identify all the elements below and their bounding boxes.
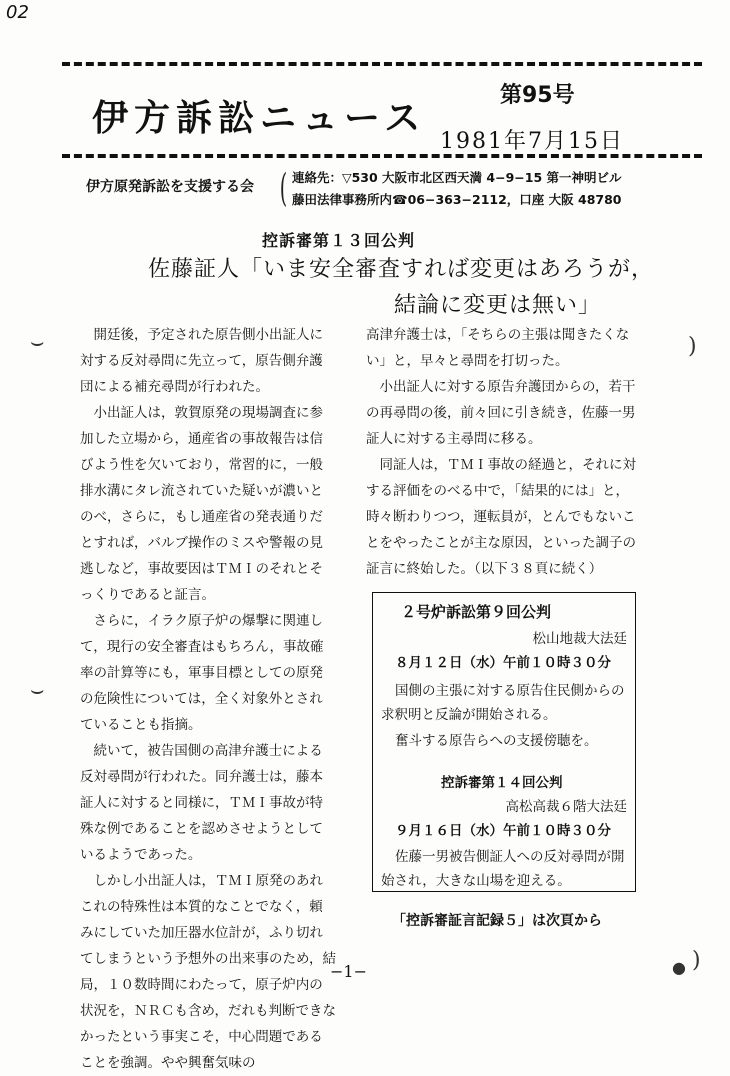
contact-brace: ( bbox=[279, 166, 288, 210]
margin-mark: ) bbox=[692, 948, 701, 973]
article-headline-2: 結論に変更は無い」 bbox=[394, 293, 602, 318]
event2-title: 控訴審第１４回公判 bbox=[441, 775, 563, 791]
ink-spot: ● bbox=[672, 958, 686, 977]
issue-number: 第95号 bbox=[500, 83, 575, 108]
header-dashed-rule bbox=[62, 154, 702, 158]
event1-desc-1: 国側の主張に対する原告住民側からの bbox=[395, 683, 625, 699]
contact-phone-account: 藤田法律事務所内☎06−363−2112，口座 大阪 48780 bbox=[292, 192, 622, 207]
top-dashed-rule bbox=[62, 62, 702, 66]
paragraph: 開廷後，予定された原告側小出証人に対する反対尋問に先立って，原告側弁護団による補充尋問が行われた。 bbox=[80, 327, 323, 395]
paragraph: 高津弁護士は，「そちらの主張は聞きたくない」と，早々と尋問を打切った。 bbox=[366, 327, 630, 369]
margin-mark: ) bbox=[688, 334, 697, 359]
paragraph: しかし小出証人は，ＴＭＩ原発のあれこれの特殊性は本質的なことでなく，頼みにしていた加圧器水位計が，ふり切れてしまうという予想外の出来事のため，結局，１０数時間にわたって，原子炉内の状況を，ＮＲＣも含め，だれも判断できなかったという事実こそ，中心問題であることを強調。やや興奮気味の bbox=[80, 873, 336, 1071]
event2-desc-1: 佐藤一男被告側証人への反対尋問が開 bbox=[395, 849, 625, 865]
event1-title: ２号炉訴訟第９回公判 bbox=[401, 603, 552, 621]
event2-desc-2: 始され，大きな山場を迎える。 bbox=[381, 873, 571, 889]
paragraph: 続いて，被告国側の高津弁護士による反対尋問が行われた。同弁護士は，藤本証人に対すると同様に，ＴＭＩ事故が特殊な例であることを認めさせようとしているようであった。 bbox=[80, 743, 323, 863]
margin-mark: ⌣ bbox=[30, 330, 45, 355]
next-page-note: 「控訴審証言記録５」は次頁から bbox=[392, 913, 602, 929]
margin-mark: ⌣ bbox=[30, 678, 45, 703]
event2-datetime: ９月１６日（水）午前１０時３０分 bbox=[395, 823, 611, 839]
page-number: −1− bbox=[330, 962, 367, 981]
event1-court: 松山地裁大法廷 bbox=[532, 631, 627, 647]
event1-desc-2: 求釈明と反論が開始される。 bbox=[381, 707, 557, 723]
article-subhead: 控訴審第１３回公判 bbox=[262, 231, 416, 250]
event1-datetime: ８月１２日（水）午前１０時３０分 bbox=[395, 655, 611, 671]
paragraph: さらに，イラク原子炉の爆撃に関連して，現行の安全審査はもちろん，事故確率の計算等にも，軍事目標としての原発の危険性については，全く対象外とされていることも指摘。 bbox=[80, 613, 324, 733]
event1-call: 奮斗する原告らへの支援傍聴を。 bbox=[395, 733, 598, 749]
issue-date: 1981年7月15日 bbox=[440, 129, 624, 154]
contact-address: 連絡先：▽530 大阪市北区西天満 4−9−15 第一神明ビル bbox=[292, 170, 622, 185]
newsletter-title: 伊方訴訟ニュース bbox=[92, 98, 427, 139]
paragraph: 同証人は，ＴＭＩ事故の経過と，それに対する評価をのべる中で，「結果的には」と，時々断わりつつ，運転員が，とんでもないことをやったことが主な原因，といった調子の証言に終始した。（以下３８頁に続く） bbox=[366, 457, 636, 577]
paragraph: 小出証人は，敦賀原発の現場調査に参加した立場から，通産省の事故報告は信びよう性を欠いており，常習的に，一般排水溝にタレ流されていた疑いが濃いとのべ，さらに，もし通産省の発表通りだとすれば，バルブ操作のミスや警報の見逃しなど，事故要因はＴＭＩのそれとそっくりであると証言。 bbox=[80, 405, 323, 603]
association-name: 伊方原発訴訟を支援する会 bbox=[86, 179, 254, 195]
article-headline-1: 佐藤証人「いま安全審査すれば変更はあろうが， bbox=[148, 257, 655, 282]
article-right-column bbox=[366, 322, 638, 582]
paragraph: 小出証人に対する原告弁護団からの，若干の再尋問の後，前々回に引き続き，佐藤一男証人に対する主尋問に移る。 bbox=[366, 379, 636, 447]
corner-handwritten-note: 02 bbox=[6, 2, 29, 23]
schedule-box bbox=[372, 592, 636, 892]
article-left-column bbox=[80, 322, 336, 1076]
event2-court: 高松高裁６階大法廷 bbox=[505, 799, 627, 815]
